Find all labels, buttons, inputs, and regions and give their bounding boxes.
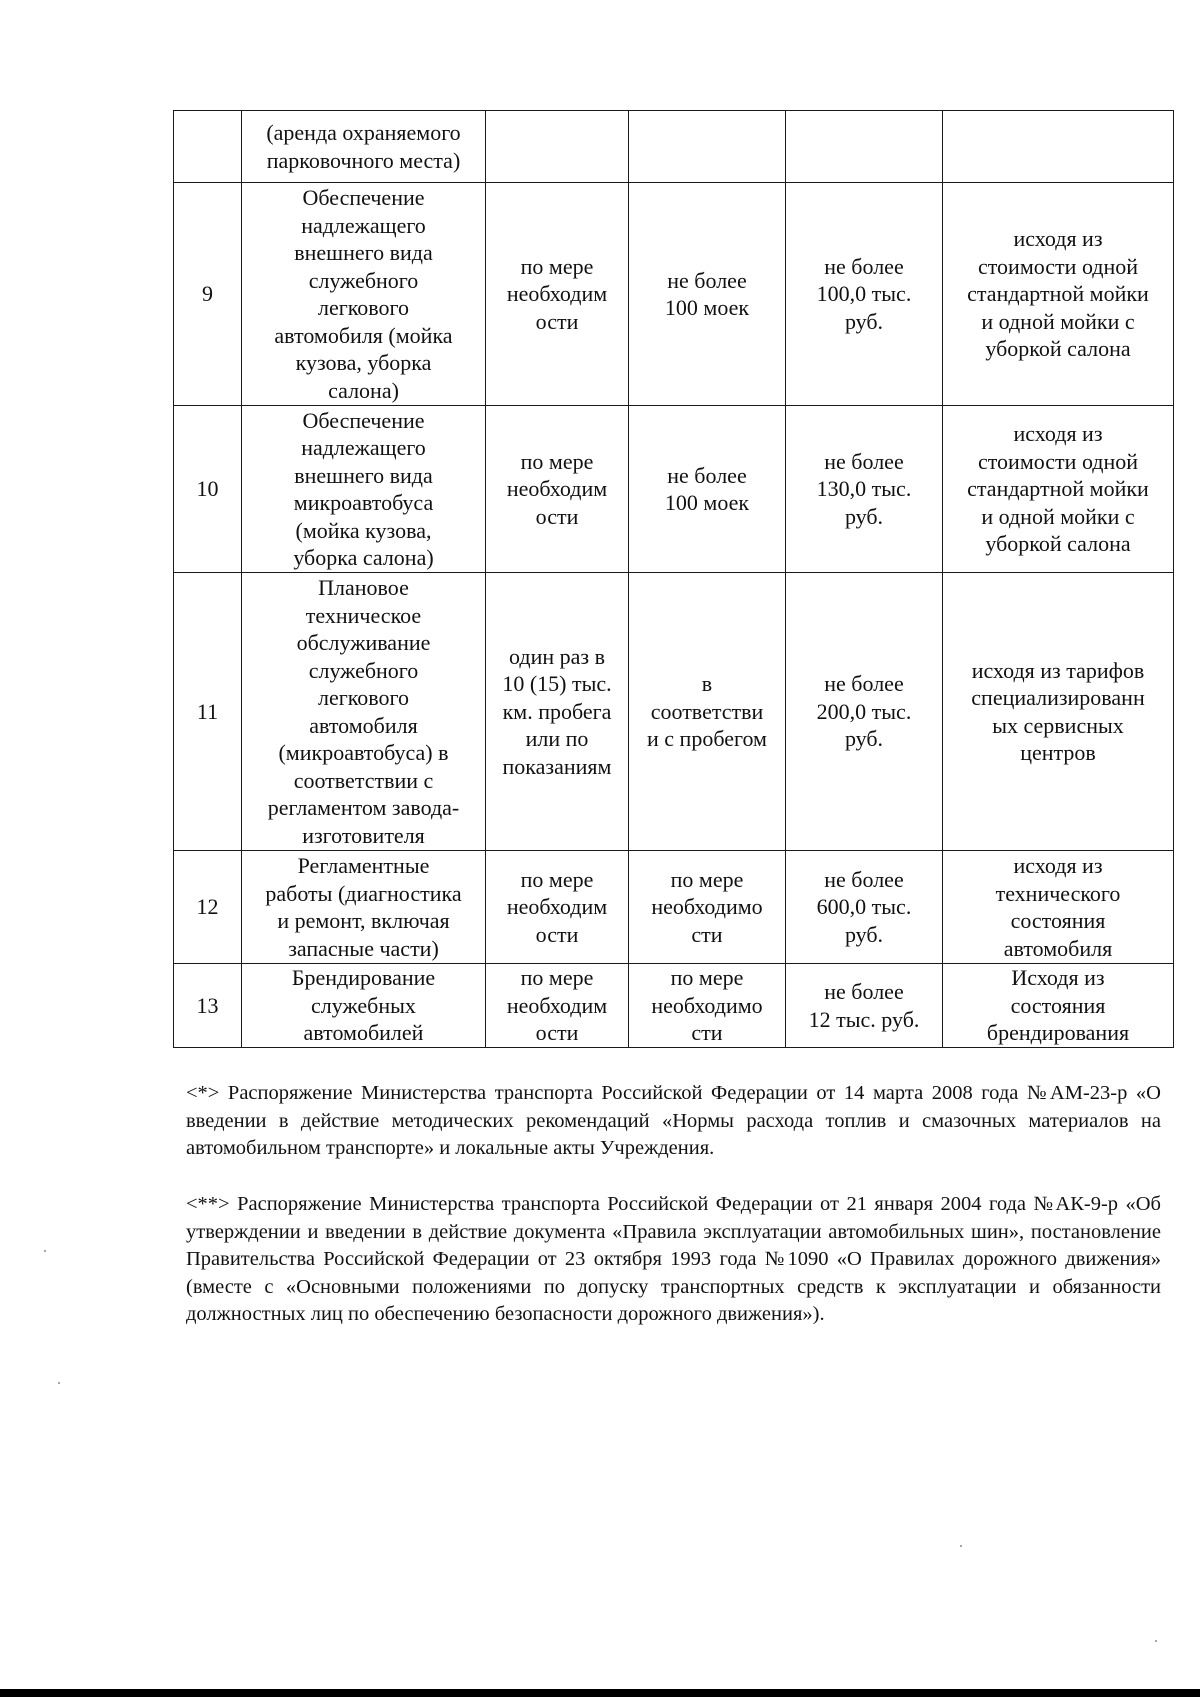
table-row — [174, 406, 1174, 573]
cell-line: необходимо — [651, 894, 763, 920]
cell-line: необходим — [506, 992, 608, 1018]
cell-line: соответстви — [650, 698, 764, 724]
cell-line: надлежащего — [301, 212, 426, 238]
cell-line: не более — [824, 866, 904, 892]
cell-line: 100 моек — [664, 490, 750, 515]
cell-line: стоимости одной — [977, 253, 1139, 279]
cell-line: (аренда охраняемого — [266, 120, 461, 145]
cell-line: стандартной мойки — [967, 476, 1149, 502]
cell-line: сти — [691, 1020, 723, 1046]
cell-line: стоимости одной — [977, 448, 1139, 474]
cell-line: руб. — [844, 726, 884, 752]
scan-speck — [44, 1250, 46, 1252]
cell-line: Регламентные — [297, 853, 430, 878]
service-name-cell — [242, 573, 486, 851]
basis-cell — [943, 111, 1174, 183]
cell-line: 12 тыс. руб. — [808, 1006, 920, 1032]
cell-line: Обеспечение — [302, 407, 425, 433]
quantity-cell — [629, 851, 786, 964]
scan-edge-bar — [0, 1689, 1200, 1697]
cell-line: Исходя из — [1011, 965, 1105, 991]
table-row — [174, 111, 1174, 183]
cell-line: состояния — [1010, 908, 1106, 933]
cell-line: 130,0 тыс. — [816, 476, 912, 502]
cell-line: в — [701, 671, 713, 697]
cell-line: ости — [535, 1020, 579, 1046]
cell-line: или по — [525, 726, 589, 752]
cell-line: 10 (15) тыс. — [502, 671, 612, 697]
cell-line: сти — [691, 921, 723, 947]
table-row — [174, 183, 1174, 406]
scan-speck — [1155, 1640, 1157, 1642]
cell-line: 100 моек — [664, 295, 750, 320]
cell-line: км. пробега — [502, 698, 612, 724]
cell-line: 200,0 тыс. — [816, 698, 912, 724]
cell-line: технического — [995, 880, 1121, 906]
row-number-cell: 10 — [174, 406, 242, 573]
service-name-cell — [242, 406, 486, 573]
cell-line: автомобиля (мойка — [274, 322, 453, 348]
basis-cell — [943, 183, 1174, 406]
cell-line: 600,0 тыс. — [816, 894, 912, 920]
frequency-cell — [486, 851, 629, 964]
cell-line: автомобилей — [303, 1020, 424, 1046]
cost-cell — [786, 851, 943, 964]
cell-line: салона) — [328, 377, 399, 403]
cell-line: по мере — [520, 448, 594, 474]
service-name-cell — [242, 111, 486, 183]
basis-cell — [943, 964, 1174, 1048]
quantity-cell — [629, 406, 786, 573]
cell-line: руб. — [844, 503, 884, 529]
cell-line: исходя из — [1013, 421, 1103, 447]
cell-line: необходим — [506, 894, 608, 920]
scan-speck — [58, 1382, 60, 1384]
cell-line: состояния — [1010, 992, 1106, 1018]
cost-cell — [786, 111, 943, 183]
cell-line: служебного — [308, 267, 419, 293]
row-number-cell: 12 — [174, 851, 242, 964]
row-number-cell: 9 — [174, 183, 242, 406]
cell-line: уборкой салона — [985, 531, 1131, 557]
footnote-fuel-norms: <*> Распоряжение Министерства транспорта Российской Федерации от 14 марта 2008 года №АМ-23-р «О введении в действие методических рекомендаций «Нормы расхода топлив и смазочных материалов на автомобильном транспорте» и локальные акты Учреждения. — [186, 1082, 1161, 1159]
cell-line: автомобиля — [1003, 935, 1113, 961]
frequency-cell — [486, 964, 629, 1048]
cell-line: надлежащего — [301, 435, 426, 460]
scan-speck — [960, 1545, 962, 1547]
cell-line: специализированн — [971, 685, 1145, 710]
cell-line: ых сервисных — [992, 712, 1124, 738]
cell-line: уборкой салона — [985, 336, 1131, 362]
cell-line: по мере — [670, 866, 744, 892]
service-name-cell — [242, 851, 486, 964]
frequency-cell — [486, 111, 629, 183]
cell-line: техническое — [305, 602, 422, 628]
cell-line: по мере — [520, 253, 594, 279]
cell-line: Обеспечение — [302, 185, 425, 210]
cell-line: не более — [824, 979, 904, 1004]
frequency-cell — [486, 183, 629, 406]
quantity-cell — [629, 964, 786, 1048]
cell-line: исходя из — [1013, 226, 1103, 252]
cell-line: и ремонт, включая — [277, 908, 450, 933]
cell-line: изготовителя — [302, 822, 425, 848]
cell-line: один раз в — [509, 643, 605, 669]
quantity-cell — [629, 183, 786, 406]
cell-line: внешнего вида — [294, 462, 433, 488]
cell-line: парковочного места) — [266, 147, 461, 173]
cell-line: и одной мойки с — [981, 503, 1135, 529]
table-body — [174, 111, 1174, 1048]
frequency-cell — [486, 406, 629, 573]
cell-line: не более — [667, 267, 747, 293]
cell-line: кузова, уборка — [295, 350, 432, 375]
cell-line: не более — [824, 671, 904, 697]
cell-line: брендирования — [986, 1020, 1130, 1046]
row-number-cell: 13 — [174, 964, 242, 1048]
basis-cell — [943, 573, 1174, 851]
cell-line: руб. — [844, 921, 884, 947]
basis-cell — [943, 406, 1174, 573]
vehicle-services-table — [173, 110, 1174, 1048]
cost-cell — [786, 573, 943, 851]
row-number-cell: 11 — [174, 573, 242, 851]
cell-line: не более — [824, 448, 904, 474]
basis-cell — [943, 851, 1174, 964]
cost-cell — [786, 964, 943, 1048]
cell-line: необходим — [506, 281, 608, 307]
cell-line: исходя из тарифов — [971, 657, 1145, 683]
cost-cell — [786, 406, 943, 573]
cell-line: запасные части) — [288, 935, 439, 961]
cost-cell — [786, 183, 943, 406]
cell-line: показаниям — [502, 753, 612, 779]
cell-line: и одной мойки с — [981, 308, 1135, 334]
service-name-cell — [242, 183, 486, 406]
cell-line: 100,0 тыс. — [816, 281, 912, 307]
cell-line: ости — [535, 503, 579, 529]
cell-line: исходя из — [1013, 853, 1103, 878]
table-row — [174, 964, 1174, 1048]
cell-line: по мере — [520, 965, 594, 991]
cell-line: ости — [535, 308, 579, 334]
row-number-cell — [174, 111, 242, 183]
cell-line: ости — [535, 921, 579, 947]
cell-line: уборка салона) — [293, 545, 434, 570]
table-row — [174, 573, 1174, 851]
cell-line: необходимо — [651, 992, 763, 1018]
cell-line: по мере — [520, 866, 594, 892]
cell-line: работы (диагностика — [265, 880, 462, 906]
cell-line: легкового — [317, 685, 410, 710]
quantity-cell — [629, 111, 786, 183]
cell-line: и с пробегом — [647, 726, 767, 752]
cell-line: по мере — [670, 965, 744, 991]
cell-line: обслуживание — [296, 630, 431, 655]
cell-line: руб. — [844, 308, 884, 334]
cell-line: необходим — [506, 476, 608, 502]
table-row — [174, 851, 1174, 964]
cell-line: не более — [824, 253, 904, 279]
service-name-cell — [242, 964, 486, 1048]
quantity-cell — [629, 573, 786, 851]
footnote-tire-rules: <**> Распоряжение Министерства транспорта Российской Федерации от 21 января 2004 года №АК-9-р «Об утверждении и введении в действие документа «Правила эксплуатации автомобильных шин», постановление Правительства Российской Федерации от 23 октября 1993 года №1090 «О Правилах дорожного движения» (вместе с «Основными положениями по допуску транспортных средств к эксплуатации и обязанности должностных лиц по обеспечению безопасности дорожного движения»). — [186, 1193, 1161, 1325]
cell-line: (мойка кузова, — [295, 517, 432, 543]
cell-line: микроавтобуса — [293, 490, 434, 515]
frequency-cell — [486, 573, 629, 851]
cell-line: не более — [667, 462, 747, 488]
cell-line: регламентом завода- — [267, 795, 460, 820]
cell-line: соответствии с — [293, 767, 434, 793]
cell-line: Брендирование — [291, 965, 436, 991]
cell-line: стандартной мойки — [967, 281, 1149, 307]
cell-line: внешнего вида — [294, 240, 433, 265]
cell-line: центров — [1020, 740, 1096, 765]
cell-line: (микроавтобуса) в — [278, 740, 449, 765]
cell-line: легкового — [317, 295, 410, 320]
cell-line: Плановое — [318, 575, 409, 600]
cell-line: автомобиля — [309, 712, 418, 738]
cell-line: служебных — [311, 992, 416, 1018]
cell-line: служебного — [308, 657, 419, 683]
